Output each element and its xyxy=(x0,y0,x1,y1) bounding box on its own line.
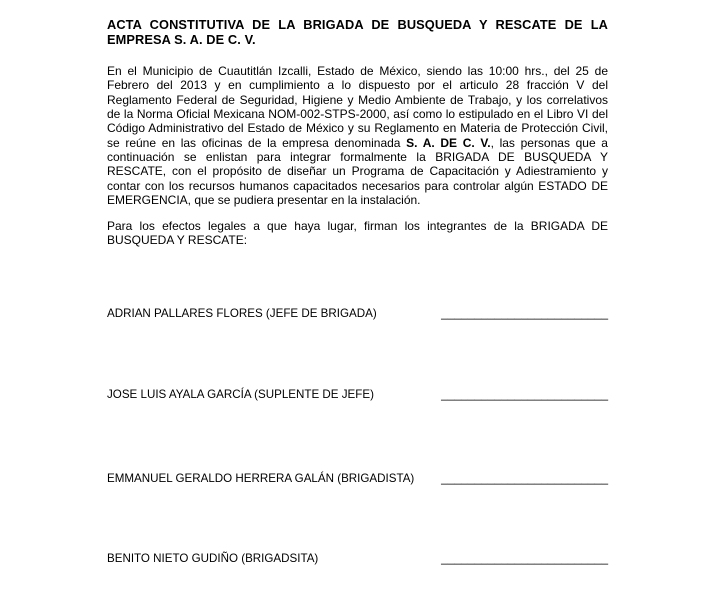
signature-line: _________________________ xyxy=(441,471,608,485)
signatory-name: JOSE LUIS AYALA GARCÍA (SUPLENTE DE JEFE) xyxy=(107,388,374,401)
signatory-row xyxy=(107,306,608,321)
signing-statement: Para los efectos legales a que haya lugar, firman los integrantes de la BRIGADA DE BUSQUEDA Y RESCATE: xyxy=(107,219,608,248)
signatory-row xyxy=(107,471,608,486)
signatory-row xyxy=(107,387,608,402)
signature-line: _________________________ xyxy=(441,387,608,401)
document-title xyxy=(107,18,608,47)
signatory-name: BENITO NIETO GUDIÑO (BRIGADSITA) xyxy=(107,552,319,565)
document-body xyxy=(107,18,608,248)
intro-paragraph: En el Municipio de Cuautitlán Izcalli, Estado de México, siendo las 10:00 hrs., del 25 de Febrero del 2013 y en cumplimiento a lo dispuesto por el articulo 28 fracción V del Reglamento Federal de Seguridad, Higiene y Medio Ambiente de Trabajo, y los correlativos de la Norma Oficial Mexicana NOM-002-STPS-2000, así como lo estipulado en el Libro VI del Código Administrativo del Estado de México y su Reglamento en Materia de Protección Civil, se reúne en las oficinas de la empresa denominada S. A. DE C. V., las personas que a continuación se enlistan para integrar formalmente la BRIGADA DE BUSQUEDA Y RESCATE, con el propósito de diseñar un Programa de Capacitación y Adiestramiento y contar con los recursos humanos capacitados necesarios para controlar algún ESTADO DE EMERGENCIA, que se pudiera presentar en la instalación. xyxy=(107,64,608,207)
signature-line: _________________________ xyxy=(441,306,608,320)
document-title-line-1: ACTA CONSTITUTIVA DE LA BRIGADA DE BUSQUEDA Y RESCATE DE LA xyxy=(107,17,608,32)
signatory-row xyxy=(107,551,608,566)
document-title-line-2: EMPRESA S. A. DE C. V. xyxy=(107,31,256,47)
signature-line: _________________________ xyxy=(441,551,608,565)
signatory-name: ADRIAN PALLARES FLORES (JEFE DE BRIGADA) xyxy=(107,307,377,320)
signatory-name: EMMANUEL GERALDO HERRERA GALÁN (BRIGADISTA) xyxy=(107,472,415,485)
